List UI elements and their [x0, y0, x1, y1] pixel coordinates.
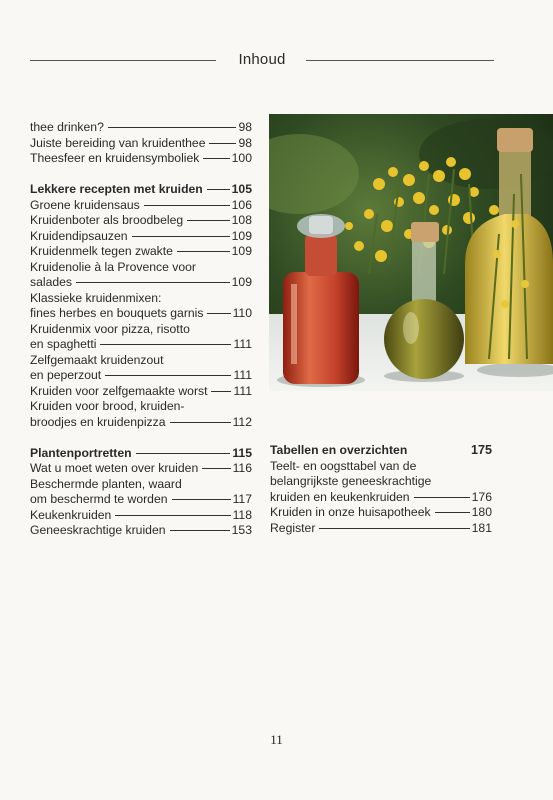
- toc-page-number: 105: [231, 182, 252, 196]
- toc-leader-line: [132, 236, 230, 237]
- section-gap: [30, 430, 252, 446]
- toc-leader-line: [115, 515, 230, 516]
- toc-entry: [30, 306, 252, 322]
- toc-entry: [30, 275, 252, 291]
- toc-entry-title: Kruidenmelk tegen zwakte: [30, 244, 173, 258]
- toc-entry: [30, 492, 252, 508]
- herb-bottles-photo: [269, 114, 553, 391]
- toc-entry-title: Lekkere recepten met kruiden: [30, 182, 203, 196]
- toc-entry: [30, 415, 252, 431]
- toc-entry-title: Geneeskrachtige kruiden: [30, 523, 166, 537]
- toc-entry: [30, 151, 252, 167]
- toc-page-number: 116: [232, 461, 252, 475]
- toc-leader-line: [105, 375, 231, 376]
- toc-entry: [270, 490, 492, 506]
- toc-page-number: 175: [470, 443, 492, 457]
- toc-page-number: 111: [233, 383, 252, 398]
- toc-page-number: 109: [231, 275, 252, 289]
- section-gap: [30, 167, 252, 183]
- toc-entry-line: Kruiden voor brood, kruiden-: [30, 399, 185, 413]
- toc-section-heading: [270, 443, 492, 459]
- toc-entry-title: en spaghetti: [30, 337, 97, 351]
- toc-entry-title: Kruiden voor zelfgemaakte worst: [30, 383, 208, 398]
- toc-entry: [30, 198, 252, 214]
- toc-right-column: [270, 443, 492, 536]
- toc-page-number: 181: [471, 520, 492, 535]
- toc-entry: [30, 213, 252, 229]
- toc-entry: [30, 229, 252, 245]
- toc-entry-line: Kruidenolie à la Provence voor: [30, 259, 196, 274]
- page-title: Inhoud: [238, 51, 286, 68]
- toc-entry-title: fines herbes en bouquets garnis: [30, 306, 204, 320]
- toc-leader-line: [187, 220, 230, 221]
- toc-page-number: 111: [233, 368, 252, 382]
- toc-entry: [30, 508, 252, 524]
- toc-entry-title: broodjes en kruidenpizza: [30, 414, 166, 429]
- toc-entry-title: thee drinken?: [30, 120, 104, 134]
- toc-leader-line: [170, 422, 231, 423]
- toc-leader-line: [203, 158, 229, 159]
- toc-entry-title: Kruidendipsauzen: [30, 228, 128, 243]
- toc-entry-line: Beschermde planten, waard: [30, 476, 182, 491]
- toc-page-number: 176: [471, 489, 492, 504]
- toc-entry-line: Kruidenmix voor pizza, risotto: [30, 321, 190, 336]
- toc-page-number: 118: [232, 507, 252, 522]
- toc-entry-line: belangrijkste geneeskrachtige: [270, 474, 432, 488]
- toc-entry-title: kruiden en keukenkruiden: [270, 489, 410, 504]
- toc-entry-line: Klassieke kruidenmixen:: [30, 290, 162, 305]
- toc-entry: [270, 521, 492, 537]
- page-number: 11: [270, 732, 283, 747]
- toc-entry-title: Wat u moet weten over kruiden: [30, 461, 199, 475]
- toc-entry-line: Teelt- en oogsttabel van de: [270, 458, 417, 473]
- toc-entry: [30, 461, 252, 477]
- toc-page-number: 100: [231, 151, 252, 165]
- toc-page-number: 98: [238, 135, 252, 150]
- toc-entry-title: Groene kruidensaus: [30, 197, 140, 212]
- toc-page-number: 108: [231, 213, 252, 227]
- toc-section-heading: [30, 446, 252, 462]
- toc-entry-title: Theesfeer en kruidensymboliek: [30, 151, 200, 165]
- toc-page-number: 115: [232, 445, 252, 460]
- toc-page-number: 106: [231, 197, 252, 212]
- toc-leader-line: [100, 344, 231, 345]
- toc-entry: [30, 120, 252, 136]
- toc-leader-line: [170, 530, 230, 531]
- toc-leader-line: [172, 499, 231, 500]
- toc-entry: [30, 337, 252, 353]
- toc-leader-line: [76, 282, 230, 283]
- toc-entry-title: Tabellen en overzichten: [270, 443, 408, 457]
- toc-entry-title: Register: [270, 520, 316, 535]
- toc-section-heading: [30, 182, 252, 198]
- toc-entry-title: Juiste bereiding van kruidenthee: [30, 135, 206, 150]
- header-rule-right: [306, 60, 494, 61]
- toc-entry-title: Kruiden in onze huisapotheek: [270, 505, 431, 519]
- toc-page-number: 98: [238, 120, 252, 134]
- toc-entry-title: Plantenportretten: [30, 445, 132, 460]
- toc-leader-line: [211, 391, 231, 392]
- toc-entry-title: Keukenkruiden: [30, 507, 112, 522]
- toc-entry: [30, 244, 252, 260]
- toc-page-number: 153: [231, 523, 252, 537]
- toc-entry: [30, 523, 252, 539]
- toc-leader-line: [144, 205, 230, 206]
- toc-entry: [270, 505, 492, 521]
- toc-entry-title: en peperzout: [30, 368, 102, 382]
- toc-entry: [30, 136, 252, 152]
- toc-page-number: 112: [232, 414, 252, 429]
- toc-leader-line: [108, 127, 237, 128]
- toc-leader-line: [209, 143, 236, 144]
- toc-leader-line: [435, 512, 470, 513]
- toc-entry: [30, 368, 252, 384]
- toc-leader-line: [207, 189, 230, 190]
- toc-leader-line: [177, 251, 230, 252]
- toc-entry-line: Zelfgemaakt kruidenzout: [30, 352, 164, 367]
- toc-leader-line: [202, 468, 230, 469]
- toc-entry-title: om beschermd te worden: [30, 492, 168, 506]
- toc-page-number: 110: [232, 306, 252, 320]
- toc-leader-line: [319, 528, 469, 529]
- page-header: [30, 50, 494, 70]
- toc-left-column: [30, 120, 252, 539]
- toc-page-number: 117: [232, 492, 252, 506]
- toc-page-number: 111: [233, 337, 252, 351]
- toc-page-number: 180: [471, 505, 492, 519]
- toc-leader-line: [207, 313, 230, 314]
- toc-leader-line: [414, 497, 470, 498]
- toc-entry: [30, 384, 252, 400]
- toc-entry-title: Kruidenboter als broodbeleg: [30, 213, 184, 227]
- toc-leader-line: [136, 453, 231, 454]
- toc-page-number: 109: [231, 228, 252, 243]
- toc-page-number: 109: [231, 244, 252, 258]
- toc-entry-title: salades: [30, 275, 73, 289]
